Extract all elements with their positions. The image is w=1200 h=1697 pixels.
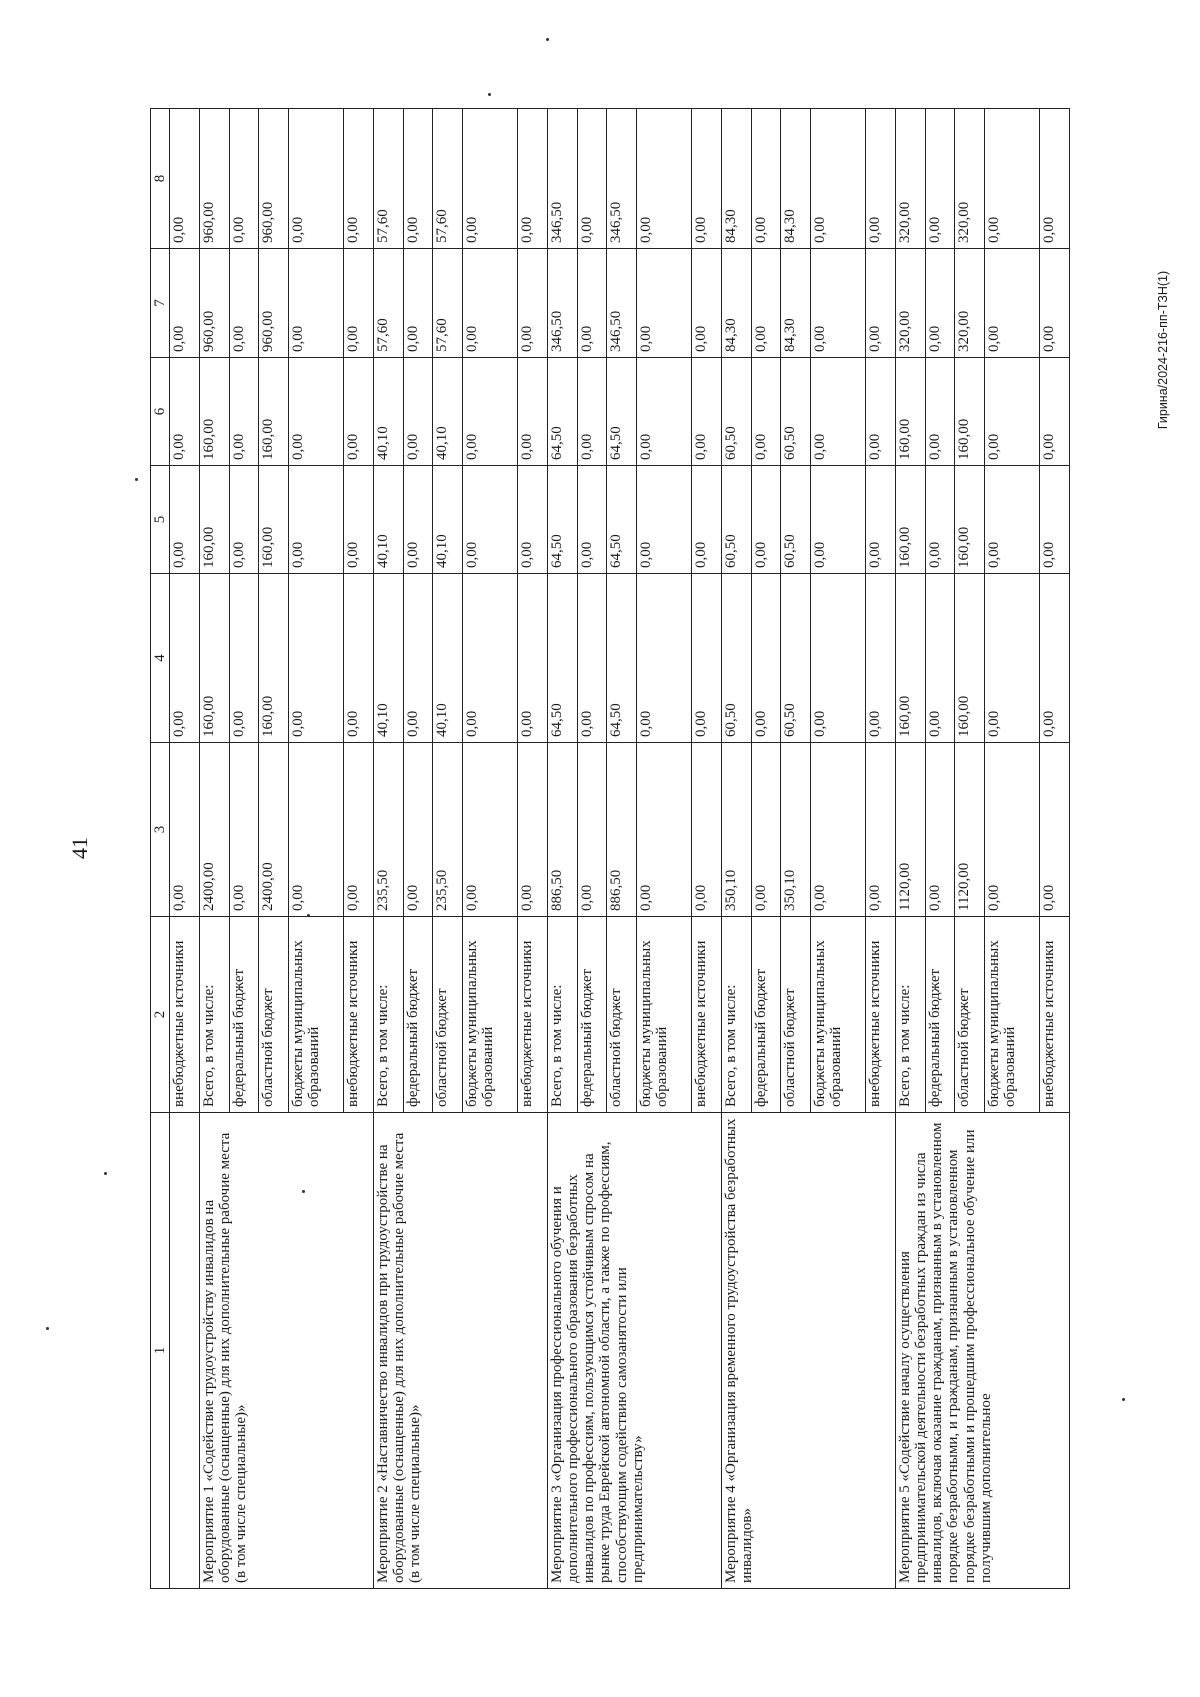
header-cell-6: 6 — [151, 358, 170, 466]
value-cell: 0,00 — [229, 109, 259, 249]
value-cell: 40,10 — [373, 466, 403, 574]
value-cell: 235,50 — [433, 743, 463, 917]
scan-speck — [307, 914, 310, 917]
value-cell: 320,00 — [895, 109, 925, 249]
value-cell: 0,00 — [463, 358, 518, 466]
measure-name-cell: Мероприятие 3 «Организация профессионального обучения и дополнительного профессионального образования безработных инвалидов по профессиям, пользующимся устойчивым спросом на рынке труда Еврейской автономной области, а также по профессиям, способствующим содействию самозанятости или предпринимательству» — [547, 1113, 721, 1589]
value-cell: 0,00 — [811, 109, 866, 249]
value-cell: 0,00 — [866, 358, 896, 466]
value-cell: 0,00 — [518, 249, 548, 358]
value-cell: 0,00 — [985, 358, 1040, 466]
funding-source-cell: федеральный бюджет — [403, 917, 433, 1113]
value-cell: 0,00 — [925, 743, 955, 917]
value-cell: 84,30 — [721, 249, 751, 358]
table-body — [170, 109, 1070, 1589]
value-cell: 0,00 — [692, 574, 722, 743]
value-cell: 0,00 — [751, 574, 781, 743]
value-cell: 0,00 — [289, 249, 344, 358]
value-cell: 0,00 — [866, 249, 896, 358]
value-cell: 60,50 — [781, 466, 811, 574]
value-cell: 40,10 — [433, 574, 463, 743]
value-cell: 0,00 — [985, 109, 1040, 249]
value-cell: 0,00 — [403, 466, 433, 574]
value-cell: 0,00 — [518, 466, 548, 574]
value-cell: 0,00 — [866, 743, 896, 917]
value-cell: 0,00 — [577, 466, 607, 574]
value-cell: 0,00 — [1039, 109, 1069, 249]
funding-source-cell: областной бюджет — [259, 917, 289, 1113]
value-cell: 160,00 — [199, 574, 229, 743]
value-cell: 64,50 — [547, 466, 577, 574]
value-cell: 0,00 — [811, 466, 866, 574]
funding-source-cell: внебюджетные источники — [170, 917, 200, 1113]
scan-speck — [104, 1172, 107, 1175]
rotated-table-frame — [150, 109, 1070, 1589]
value-cell: 0,00 — [925, 109, 955, 249]
value-cell: 57,60 — [433, 249, 463, 358]
value-cell: 0,00 — [170, 358, 200, 466]
value-cell: 160,00 — [199, 358, 229, 466]
value-cell: 0,00 — [751, 109, 781, 249]
value-cell: 0,00 — [866, 574, 896, 743]
value-cell: 235,50 — [373, 743, 403, 917]
value-cell: 0,00 — [637, 358, 692, 466]
funding-source-cell: внебюджетные источники — [344, 917, 374, 1113]
value-cell: 0,00 — [403, 109, 433, 249]
value-cell: 886,50 — [547, 743, 577, 917]
value-cell: 40,10 — [373, 358, 403, 466]
value-cell: 0,00 — [925, 249, 955, 358]
funding-source-cell: областной бюджет — [607, 917, 637, 1113]
value-cell: 960,00 — [199, 109, 229, 249]
value-cell: 0,00 — [692, 358, 722, 466]
value-cell: 0,00 — [751, 466, 781, 574]
value-cell: 0,00 — [692, 743, 722, 917]
value-cell: 1120,00 — [895, 743, 925, 917]
table-row — [895, 109, 925, 1589]
value-cell: 0,00 — [463, 743, 518, 917]
value-cell: 0,00 — [170, 743, 200, 917]
value-cell: 346,50 — [547, 109, 577, 249]
value-cell: 40,10 — [373, 574, 403, 743]
value-cell: 84,30 — [781, 249, 811, 358]
value-cell: 0,00 — [518, 358, 548, 466]
value-cell: 40,10 — [433, 358, 463, 466]
value-cell: 0,00 — [289, 358, 344, 466]
value-cell: 346,50 — [547, 249, 577, 358]
value-cell: 57,60 — [433, 109, 463, 249]
value-cell: 0,00 — [518, 574, 548, 743]
value-cell: 350,10 — [781, 743, 811, 917]
value-cell: 0,00 — [692, 109, 722, 249]
value-cell: 0,00 — [463, 574, 518, 743]
funding-source-cell: федеральный бюджет — [577, 917, 607, 1113]
value-cell: 64,50 — [607, 574, 637, 743]
value-cell: 346,50 — [607, 109, 637, 249]
value-cell: 2400,00 — [259, 743, 289, 917]
value-cell: 0,00 — [637, 743, 692, 917]
value-cell: 0,00 — [925, 466, 955, 574]
value-cell: 1120,00 — [955, 743, 985, 917]
funding-source-cell: федеральный бюджет — [925, 917, 955, 1113]
budget-table — [150, 108, 1070, 1589]
value-cell: 0,00 — [344, 743, 374, 917]
funding-source-cell: областной бюджет — [781, 917, 811, 1113]
value-cell: 0,00 — [811, 358, 866, 466]
measure-name-cell: Мероприятие 5 «Содействие началу осуществления предпринимательской деятельности безработных граждан из числа инвалидов, включая оказание гражданам, признанным в установленном порядке безработными, и гражданам, признанным в установленном порядке безработными и прошедшим профессиональное обучение или получившим дополнительное — [895, 1113, 1069, 1589]
value-cell: 960,00 — [259, 249, 289, 358]
value-cell: 0,00 — [289, 109, 344, 249]
value-cell: 0,00 — [577, 574, 607, 743]
value-cell: 0,00 — [1039, 249, 1069, 358]
value-cell: 0,00 — [1039, 466, 1069, 574]
value-cell: 0,00 — [403, 249, 433, 358]
value-cell: 0,00 — [229, 743, 259, 917]
value-cell: 0,00 — [577, 743, 607, 917]
header-cell-7: 7 — [151, 249, 170, 358]
page-number: 41 — [67, 837, 92, 859]
value-cell: 0,00 — [577, 109, 607, 249]
funding-source-cell: внебюджетные источники — [518, 917, 548, 1113]
funding-source-cell: внебюджетные источники — [866, 917, 896, 1113]
value-cell: 60,50 — [781, 358, 811, 466]
value-cell: 0,00 — [229, 574, 259, 743]
value-cell: 64,50 — [547, 574, 577, 743]
funding-source-cell: внебюджетные источники — [1039, 917, 1069, 1113]
measure-name-cell: Мероприятие 4 «Организация временного трудоустройства безработных инвалидов» — [721, 1113, 895, 1589]
value-cell: 160,00 — [259, 466, 289, 574]
value-cell: 0,00 — [985, 466, 1040, 574]
value-cell: 0,00 — [1039, 358, 1069, 466]
funding-source-cell: федеральный бюджет — [229, 917, 259, 1113]
value-cell: 0,00 — [751, 358, 781, 466]
scan-speck — [135, 478, 138, 481]
funding-source-cell: внебюджетные источники — [692, 917, 722, 1113]
value-cell: 0,00 — [518, 109, 548, 249]
value-cell: 0,00 — [637, 249, 692, 358]
value-cell: 57,60 — [373, 109, 403, 249]
value-cell: 0,00 — [229, 466, 259, 574]
value-cell: 0,00 — [925, 574, 955, 743]
value-cell: 0,00 — [403, 743, 433, 917]
value-cell: 0,00 — [637, 466, 692, 574]
funding-source-cell: Всего, в том числе: — [547, 917, 577, 1113]
value-cell: 64,50 — [607, 358, 637, 466]
value-cell: 0,00 — [1039, 743, 1069, 917]
value-cell: 0,00 — [170, 249, 200, 358]
value-cell: 0,00 — [985, 574, 1040, 743]
funding-source-cell: федеральный бюджет — [751, 917, 781, 1113]
scan-speck — [1122, 1398, 1125, 1401]
funding-source-cell: областной бюджет — [433, 917, 463, 1113]
value-cell: 160,00 — [895, 358, 925, 466]
table-row — [373, 109, 403, 1589]
value-cell: 0,00 — [344, 358, 374, 466]
document-code: Гирина/2024-216-пп-ТЗН(1) — [1156, 270, 1170, 430]
funding-source-cell: бюджеты муниципальных образований — [811, 917, 866, 1113]
value-cell: 2400,00 — [199, 743, 229, 917]
value-cell: 0,00 — [577, 358, 607, 466]
header-cell-1: 1 — [151, 1113, 170, 1589]
value-cell: 160,00 — [955, 466, 985, 574]
value-cell: 0,00 — [637, 574, 692, 743]
value-cell: 60,50 — [781, 574, 811, 743]
value-cell: 0,00 — [289, 574, 344, 743]
value-cell: 64,50 — [607, 466, 637, 574]
value-cell: 0,00 — [925, 358, 955, 466]
value-cell: 0,00 — [403, 574, 433, 743]
header-row — [151, 109, 170, 1589]
table-row — [547, 109, 577, 1589]
value-cell: 60,50 — [721, 358, 751, 466]
measure-name-cell — [170, 1113, 200, 1589]
header-cell-8: 8 — [151, 109, 170, 249]
value-cell: 57,60 — [373, 249, 403, 358]
value-cell: 0,00 — [344, 574, 374, 743]
value-cell: 0,00 — [344, 466, 374, 574]
value-cell: 350,10 — [721, 743, 751, 917]
value-cell: 0,00 — [692, 466, 722, 574]
value-cell: 0,00 — [463, 109, 518, 249]
value-cell: 0,00 — [811, 743, 866, 917]
value-cell: 0,00 — [866, 466, 896, 574]
value-cell: 160,00 — [895, 466, 925, 574]
table-row — [721, 109, 751, 1589]
funding-source-cell: Всего, в том числе: — [199, 917, 229, 1113]
value-cell: 0,00 — [692, 249, 722, 358]
value-cell: 160,00 — [259, 574, 289, 743]
value-cell: 40,10 — [433, 466, 463, 574]
value-cell: 346,50 — [607, 249, 637, 358]
table-row — [170, 109, 200, 1589]
value-cell: 0,00 — [811, 574, 866, 743]
value-cell: 0,00 — [751, 743, 781, 917]
value-cell: 160,00 — [955, 574, 985, 743]
value-cell: 0,00 — [1039, 574, 1069, 743]
value-cell: 0,00 — [751, 249, 781, 358]
value-cell: 84,30 — [721, 109, 751, 249]
value-cell: 0,00 — [403, 358, 433, 466]
value-cell: 60,50 — [721, 466, 751, 574]
funding-source-cell: бюджеты муниципальных образований — [985, 917, 1040, 1113]
funding-source-cell: бюджеты муниципальных образований — [289, 917, 344, 1113]
value-cell: 0,00 — [289, 466, 344, 574]
value-cell: 0,00 — [463, 249, 518, 358]
value-cell: 160,00 — [259, 358, 289, 466]
header-cell-5: 5 — [151, 466, 170, 574]
scan-speck — [546, 38, 549, 41]
value-cell: 0,00 — [463, 466, 518, 574]
funding-source-cell: бюджеты муниципальных образований — [637, 917, 692, 1113]
scan-speck — [46, 1327, 49, 1330]
value-cell: 160,00 — [955, 358, 985, 466]
scan-speck — [488, 93, 491, 96]
funding-source-cell: областной бюджет — [955, 917, 985, 1113]
value-cell: 0,00 — [518, 743, 548, 917]
value-cell: 0,00 — [344, 109, 374, 249]
value-cell: 0,00 — [170, 574, 200, 743]
value-cell: 886,50 — [607, 743, 637, 917]
value-cell: 0,00 — [229, 358, 259, 466]
value-cell: 0,00 — [170, 466, 200, 574]
value-cell: 0,00 — [637, 109, 692, 249]
value-cell: 160,00 — [895, 574, 925, 743]
scan-speck — [302, 1190, 305, 1193]
value-cell: 0,00 — [811, 249, 866, 358]
value-cell: 0,00 — [229, 249, 259, 358]
funding-source-cell: бюджеты муниципальных образований — [463, 917, 518, 1113]
value-cell: 64,50 — [547, 358, 577, 466]
measure-name-cell: Мероприятие 1 «Содействие трудоустройству инвалидов на оборудованные (оснащенные) для них дополнительные рабочие места (в том числе специальные)» — [199, 1113, 373, 1589]
value-cell: 0,00 — [985, 743, 1040, 917]
measure-name-cell: Мероприятие 2 «Наставничество инвалидов при трудоустройстве на оборудованные (оснащенные) для них дополнительные рабочие места (в том числе специальные)» — [373, 1113, 547, 1589]
funding-source-cell: Всего, в том числе: — [721, 917, 751, 1113]
value-cell: 960,00 — [259, 109, 289, 249]
value-cell: 320,00 — [955, 109, 985, 249]
value-cell: 960,00 — [199, 249, 229, 358]
header-cell-3: 3 — [151, 743, 170, 917]
value-cell: 320,00 — [895, 249, 925, 358]
value-cell: 0,00 — [344, 249, 374, 358]
value-cell: 0,00 — [985, 249, 1040, 358]
value-cell: 60,50 — [721, 574, 751, 743]
value-cell: 84,30 — [781, 109, 811, 249]
header-cell-2: 2 — [151, 917, 170, 1113]
table-row — [199, 109, 229, 1589]
value-cell: 0,00 — [289, 743, 344, 917]
value-cell: 160,00 — [199, 466, 229, 574]
funding-source-cell: Всего, в том числе: — [895, 917, 925, 1113]
value-cell: 0,00 — [577, 249, 607, 358]
header-cell-4: 4 — [151, 574, 170, 743]
value-cell: 320,00 — [955, 249, 985, 358]
funding-source-cell: Всего, в том числе: — [373, 917, 403, 1113]
value-cell: 0,00 — [866, 109, 896, 249]
value-cell: 0,00 — [170, 109, 200, 249]
